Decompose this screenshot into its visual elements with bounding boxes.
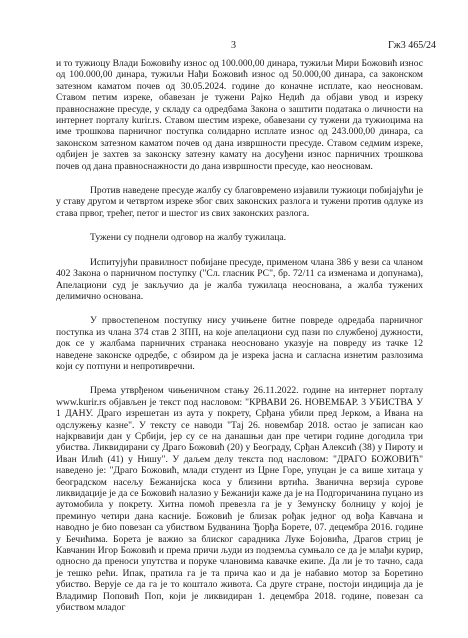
page-number: 3 (231, 40, 236, 51)
case-number: Гж3 465/24 (388, 40, 436, 51)
paragraph-review: Испитујући правилност побијане пресуде, применом члана 386 у вези са чланом 402 Закона о парничном поступку ("Сл. гласник РС", бр. 72/11 са изменама и допунама), Апелациони суд је закључио да је жалба тужилаца неоснована, а жалба тужених делимично основана. (56, 256, 423, 302)
paragraph-appeal: Против наведене пресуде жалбу су благовремено изјавили тужиоци побијајући је у ставу другом и четвртом изреке због свих законских разлога и тужени против одлуке из става првог, трећег, петог и шестог из свих законских разлога. (56, 185, 423, 219)
paragraph-facts: Према утврђеном чињеничном стању 26.11.2022. године на интернет порталу www.kurir.rs објављен је текст под насловом: "КРВАВИ 26. НОВЕМБАР. 3 УБИСТВА У 1 ДАНУ. Драго изрешетан из аута у покрету, Срђана убили пред Јерком, а Ивана на одслужењу казне". У тексту се наводи "Тај 26. новембар 2018. остао је записан као најкрвавији дан у Србији, јер су се на данашњи дан пре четири године догодила три убиства. Ликвидирани су Драго Божовић (20) у Београду, Срђан Алексић (38) у Пироту и Иван Илић (41) у Нишу". У даљем делу текста под насловом: "ДРАГО БОЖОВИЋ" наведено је: "Драго Божовић, млади студент из Црне Горе, упуцан је са више хитаца у београдском насељу Бежанијска коса у близини вртића. Званична верзија сурове ликвидације је да се Божовић налазио у Бежанији каже да је на Подгоричанина пуцано из аутомобила у покрету. Хитна помоћ превезла га је у Земунску болницу у којој је преминуо четири дана касније. Божовић је близак рођак једног од вођа Кавчана и наводно је био повезан са убиством Будванина Ђорђа Борете, 07. децембра 2016. године у Бечићима. Борета је важио за блиског сарадника Луке Бојовића, Драгов стриц је Кавчанин Игор Божовић и према причи људи из подземља сумњало се да је млађи курир, односно да преноси упутства и поруке члановима кавачке екипе. Да ли је то тачно, сада је тешко рећи. Ипак, пратила га је та прича као и да је набавио мотор за Боретино убиство. Верује се да га је то коштало живота. Са друге стране, постоји индиција да је Владимир Поповић Поп, који је ликвидиран 1. децембра 2018. године, повезан са убиством младог (56, 385, 423, 614)
document-body (56, 58, 423, 624)
paragraph-procedure: У првостепеном поступку нису учињене битне повреде одредаба парничног поступка из члана 374 став 2 ЗПП, на које апелациони суд пази по службеној дужности, док се у жалбама парничних странака неосновано указује на повреду из тачке 12 наведене законске одредбе, с обзиром да је изрека јасна и сагласна изнетим разлозима који су потпуни и непротивречни. (56, 315, 423, 372)
paragraph-verdict-continuation: и то тужиоцу Влади Божовићу износ од 100.000,00 динара, тужиљи Мири Божовић износ од 100.000,00 динара, тужиљи Нађи Божовић износ од 50.000,00 динара, са законском затезном каматом почев од 30.05.2024. године до коначне исплате, као неосновам. Ставом петим изреке, обавезан је тужени Рајко Недић да објави увод и изреку правноснажне пресуде, у складу са одредбама Закона о заштити података о личности на интернет порталу kurir.rs. Ставом шестим изреке, обавезани су тужени да тужиоцима на име трошкова парничног поступка солидарно исплате износ од 243.000,00 динара, са законском затезном каматом почев од дана извршности пресуде. Ставом седмим изреке, одбијен је захтев за законску затезну камату на досуђени износ парничних трошкова почев од дана правноснажности до дана извршности пресуде, као неосновам. (56, 58, 423, 172)
paragraph-response: Тужени су поднели одговор на жалбу тужилаца. (90, 232, 287, 244)
